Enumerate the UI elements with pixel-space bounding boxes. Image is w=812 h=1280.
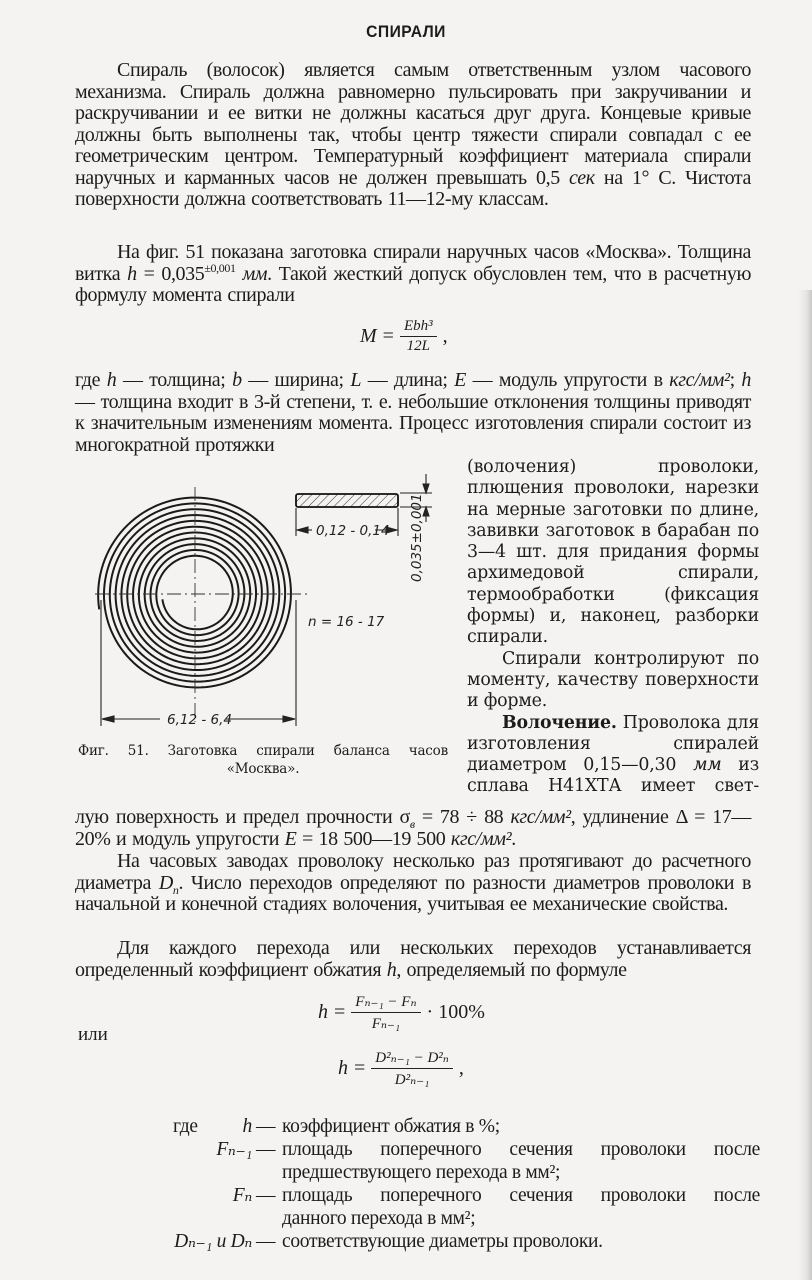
var-D: D <box>158 871 173 894</box>
legend-prefix: где <box>173 1116 198 1137</box>
text: — ширина; <box>241 369 351 391</box>
formula-numerator: Ebh³ <box>400 318 437 337</box>
control-paragraph: Спирали контролируют по моменту, качеству поверхности и форме. <box>467 648 759 712</box>
formula-trail: , <box>442 325 448 347</box>
section-title: СПИРАЛИ <box>366 22 446 41</box>
legend-symbol: Dₙ₋₁ и Dₙ <box>174 1231 252 1252</box>
text: где <box>75 369 107 391</box>
formula-denominator: D²ₙ₋₁ <box>394 1072 430 1088</box>
text: — толщина входит в 3-й степени, т. е. небольшие отклонения толщины приводят к значительным изменениям момента. Процесс изготовления спирали состоит из многократной протяжки <box>75 390 751 456</box>
legend-text: предшествующего перехода в мм²; <box>282 1162 561 1183</box>
material-properties-paragraph <box>75 807 751 850</box>
text: На часовых заводах проволоку несколько раз протягивают до расчетного диаметра <box>75 850 751 894</box>
text: , удлинение Δ = 17—20% и модуль упругости <box>75 806 752 850</box>
legend-text: соответствующие диаметры проволоки. <box>282 1231 603 1252</box>
unit-mm: мм <box>693 755 722 776</box>
legend-symbol: h <box>242 1116 252 1137</box>
var-E: E <box>454 369 466 391</box>
intro-text-end: на 1° С. Чистота поверхности должна соответствовать 11—12-му классам. <box>75 166 751 210</box>
legend-row-continued <box>0 1161 812 1184</box>
var-h: h <box>106 369 117 391</box>
legend-dash: — <box>256 1116 276 1137</box>
text: лую поверхность и предел прочности σ <box>75 806 410 828</box>
formula-eq: = <box>382 325 394 347</box>
text: — модуль упругости в <box>466 369 670 391</box>
formula-numerator: D²ₙ₋₁ − D²ₙ <box>371 1048 453 1069</box>
or-word: или <box>78 1024 108 1045</box>
turns-label: n = 16 - 17 <box>308 614 385 630</box>
legend-row-continued <box>0 1207 812 1230</box>
legend-row <box>0 1230 812 1253</box>
formula-trail: · 100% <box>426 1001 485 1023</box>
text: . Число переходов определяют по разности диаметров проволоки в начальной и конечной стадиях волочения, учитывая ее механические свойства. <box>75 871 751 915</box>
unit-mm: мм <box>235 262 268 285</box>
diameter-label: 6,12 - 6,4 <box>167 712 232 728</box>
formula-lhs: h <box>338 1057 348 1079</box>
formula-lhs: M <box>360 325 377 347</box>
text: = 18 500—19 500 <box>296 827 451 850</box>
formula-legend <box>0 1115 812 1253</box>
legend-text: коэффициент обжатия в %; <box>282 1116 500 1137</box>
var-b: b <box>232 369 242 391</box>
reduction-formula-diameter <box>338 1048 464 1089</box>
legend-row <box>0 1115 812 1138</box>
para2-text-b: . Такой жесткий допуск обусловлен тем, что в расчетную формулу момента спирали <box>75 262 751 306</box>
figure-caption <box>78 742 448 778</box>
width-label: 0,12 - 0,14 <box>316 523 390 539</box>
text: ; <box>729 369 742 391</box>
formula-lhs: h <box>318 1001 328 1023</box>
drawing-heading: Волочение. <box>502 712 617 733</box>
subscript: n <box>172 882 179 897</box>
intro-text: Спираль (волосок) является самым ответственным узлом часового механизма. Спираль должна равномерно пульсировать при закручивании и раскручивании и ее витки не должны касаться друг друга. Концевые кривые должны быть выполнены так, чтобы центр тяжести спирали совпадал с ее геометрическим центром. Температурный коэффициент материала спирали наручных и карманных часов не должен превышать 0,5 <box>75 59 751 189</box>
legend-text: данного перехода в мм²; <box>282 1208 476 1229</box>
legend-symbol: Fₙ <box>232 1185 252 1206</box>
text: — длина; <box>361 369 455 391</box>
unit-kgs-mm2: кгс/мм² <box>669 369 730 391</box>
text: из сплава Н41ХТА имеет свет- <box>467 755 759 797</box>
wire-cross-section <box>296 494 398 507</box>
subscript: в <box>409 817 415 831</box>
formula-denominator: 12L <box>406 338 430 354</box>
text: Проволока для изготовления спиралей диаметром 0,15—0,30 <box>467 712 759 776</box>
formula-fraction <box>351 992 420 1033</box>
para2-text-a: На фиг. 51 показана заготовка спирали наручных часов «Москва». Толщина витка <box>75 241 751 285</box>
legend-row <box>0 1184 812 1207</box>
legend-dash: — <box>256 1231 276 1252</box>
caption-line-1: Фиг. 51. Заготовка спирали баланса часов <box>78 743 448 759</box>
drawing-passes-paragraph <box>75 851 751 916</box>
formula-trail: , <box>458 1057 464 1079</box>
formula-fraction <box>371 1048 453 1089</box>
tolerance: ±0,001 <box>204 260 236 275</box>
formula-eq: = <box>354 1057 366 1079</box>
text: , определяемый по формуле <box>396 958 627 981</box>
formula-denominator: Fₙ₋₁ <box>371 1016 401 1032</box>
para2-eq: = 0,035 <box>136 262 205 285</box>
formula-eq: = <box>334 1001 346 1023</box>
var-E: E <box>284 827 297 850</box>
var-h: h <box>741 369 751 391</box>
legend-text: площадь поперечного сечения проволоки после <box>282 1139 760 1160</box>
text: Для каждого перехода или нескольких переходов устанавливается определенный коэффициент обжатия <box>75 937 751 981</box>
unit-sec: сек <box>569 166 595 189</box>
legend-dash: — <box>256 1139 276 1160</box>
process-paragraph: (волочения) проволоки, плющения проволоки, нарезки на мерные заготовки по длине, завивки заготовок в барабан по 3—4 шт. для придания формы архимедовой спирали, термообработки (фиксация формы) и, наконец, разборки спирали. <box>467 457 759 648</box>
text: — толщина; <box>116 369 233 391</box>
reduction-formula-area <box>318 992 485 1033</box>
unit-kgs-mm2: кгс/мм² <box>510 806 571 828</box>
thickness-label: 0,035±0,001 <box>409 493 425 582</box>
unit-kgs-mm2: кгс/мм² <box>450 827 512 850</box>
var-L: L <box>350 369 362 391</box>
reduction-coefficient-paragraph <box>75 938 751 981</box>
var-h: h <box>127 262 137 285</box>
var-h: h <box>386 958 397 981</box>
formula-numerator: Fₙ₋₁ − Fₙ <box>351 992 420 1013</box>
legend-symbol: Fₙ₋₁ <box>216 1139 252 1160</box>
legend-dash: — <box>256 1185 276 1206</box>
text: = 78 ÷ 88 <box>414 806 511 828</box>
legend-row <box>0 1138 812 1161</box>
diameter-dimension <box>101 600 296 726</box>
legend-text: площадь поперечного сечения проволоки после <box>282 1185 760 1206</box>
text: . <box>511 827 516 850</box>
caption-line-2: «Москва». <box>226 761 300 777</box>
